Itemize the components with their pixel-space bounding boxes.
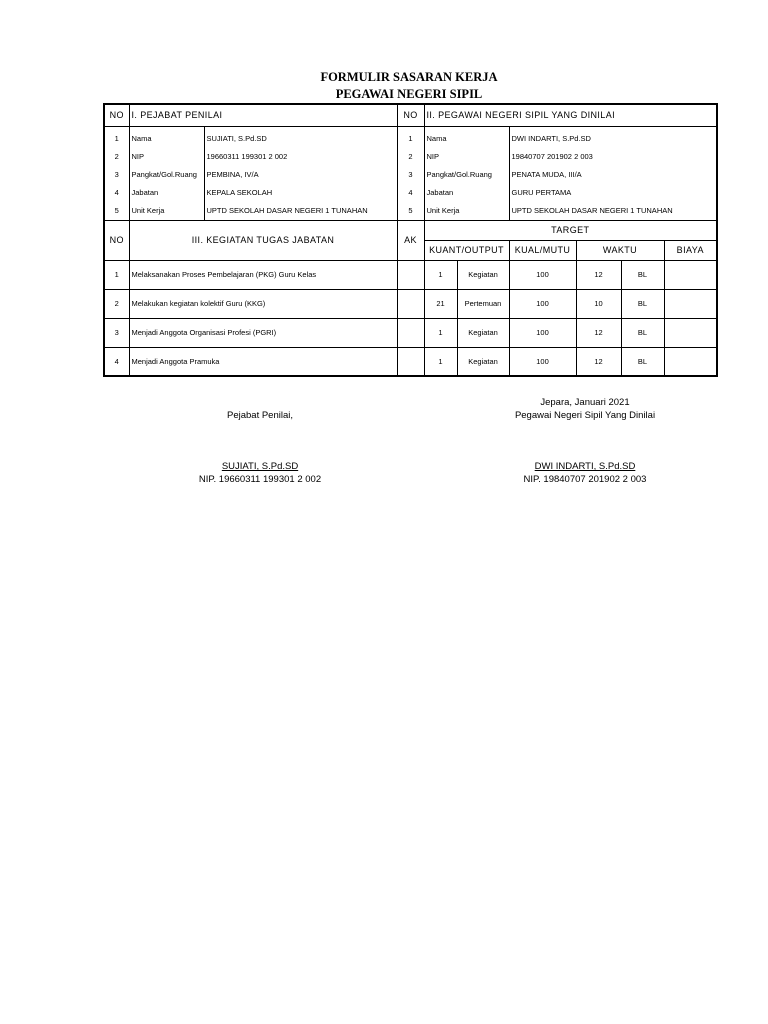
row-number: 1 (397, 126, 424, 148)
kualitas-mutu: 100 (509, 347, 576, 376)
field-value: PENATA MUDA, III/A (509, 166, 717, 184)
identity-rows (104, 126, 717, 220)
activity-row (104, 318, 717, 347)
output-unit: Kegiatan (457, 347, 509, 376)
row-number: 4 (397, 184, 424, 202)
pns-dinilai-header: II. PEGAWAI NEGERI SIPIL YANG DINILAI (424, 104, 717, 126)
waktu-unit: BL (621, 289, 664, 318)
angka-kredit (397, 260, 424, 289)
left-signer-name: SUJIATI, S.Pd.SD (221, 461, 299, 472)
activity-name: Melaksanakan Proses Pembelajaran (PKG) Guru Kelas (129, 260, 397, 289)
identity-row (104, 148, 717, 166)
kualitas-mutu: 100 (509, 289, 576, 318)
kuantitas: 1 (424, 318, 457, 347)
no-header-left: NO (104, 104, 129, 126)
waktu-unit: BL (621, 347, 664, 376)
identity-row (104, 126, 717, 148)
pejabat-penilai-header: I. PEJABAT PENILAI (129, 104, 397, 126)
no-header-activity: NO (104, 220, 129, 260)
identity-section (104, 104, 717, 126)
angka-kredit (397, 289, 424, 318)
identity-row (104, 166, 717, 184)
field-label: Unit Kerja (129, 202, 204, 221)
field-label: Nama (424, 126, 509, 148)
angka-kredit (397, 347, 424, 376)
waktu-unit: BL (621, 318, 664, 347)
form-subtitle: PEGAWAI NEGERI SIPIL (335, 87, 483, 101)
waktu-value: 12 (576, 347, 621, 376)
field-value: UPTD SEKOLAH DASAR NEGERI 1 TUNAHAN (509, 202, 717, 221)
right-signer-role: Pegawai Negeri Sipil Yang Dinilai (514, 410, 656, 421)
field-value: 19660311 199301 2 002 (204, 148, 397, 166)
activity-number: 2 (104, 289, 129, 318)
row-number: 2 (397, 148, 424, 166)
right-signer-name: DWI INDARTI, S.Pd.SD (534, 461, 636, 472)
kual-mutu-header: KUAL/MUTU (509, 240, 576, 260)
row-number: 2 (104, 148, 129, 166)
field-value: UPTD SEKOLAH DASAR NEGERI 1 TUNAHAN (204, 202, 397, 221)
biaya-value (664, 347, 717, 376)
activity-name: Melakukan kegiatan kolektif Guru (KKG) (129, 289, 397, 318)
biaya-header: BIAYA (664, 240, 717, 260)
activity-header-section (104, 220, 717, 260)
angka-kredit (397, 318, 424, 347)
waktu-header: WAKTU (576, 240, 664, 260)
waktu-value: 12 (576, 260, 621, 289)
kualitas-mutu: 100 (509, 260, 576, 289)
place-date: Jepara, Januari 2021 (540, 397, 630, 408)
kuantitas: 1 (424, 260, 457, 289)
no-header-right: NO (397, 104, 424, 126)
right-signer-nip: NIP. 19840707 201902 2 003 (523, 474, 647, 485)
kegiatan-header: III. KEGIATAN TUGAS JABATAN (129, 220, 397, 260)
activity-rows (104, 260, 717, 376)
field-value: DWI INDARTI, S.Pd.SD (509, 126, 717, 148)
left-signer-nip: NIP. 19660311 199301 2 002 (198, 474, 322, 485)
output-unit: Kegiatan (457, 318, 509, 347)
ak-header: AK (397, 220, 424, 260)
field-value: SUJIATI, S.Pd.SD (204, 126, 397, 148)
row-number: 3 (397, 166, 424, 184)
field-label: NIP (129, 148, 204, 166)
kuantitas: 21 (424, 289, 457, 318)
field-value: KEPALA SEKOLAH (204, 184, 397, 202)
activity-row (104, 260, 717, 289)
activity-number: 3 (104, 318, 129, 347)
form-title: FORMULIR SASARAN KERJA (320, 70, 498, 84)
activity-number: 4 (104, 347, 129, 376)
field-label: Unit Kerja (424, 202, 509, 221)
row-number: 4 (104, 184, 129, 202)
identity-header-row (104, 104, 717, 126)
kuantitas: 1 (424, 347, 457, 376)
field-value: GURU PERTAMA (509, 184, 717, 202)
field-label: Jabatan (424, 184, 509, 202)
activity-header-row (104, 220, 717, 240)
activity-name: Menjadi Anggota Organisasi Profesi (PGRI) (129, 318, 397, 347)
kualitas-mutu: 100 (509, 318, 576, 347)
field-value: PEMBINA, IV/A (204, 166, 397, 184)
waktu-unit: BL (621, 260, 664, 289)
row-number: 5 (397, 202, 424, 221)
field-label: Pangkat/Gol.Ruang (424, 166, 509, 184)
field-value: 19840707 201902 2 003 (509, 148, 717, 166)
sasaran-kerja-table (103, 103, 718, 377)
field-label: Jabatan (129, 184, 204, 202)
activity-name: Menjadi Anggota Pramuka (129, 347, 397, 376)
field-label: NIP (424, 148, 509, 166)
activity-row (104, 289, 717, 318)
waktu-value: 12 (576, 318, 621, 347)
identity-row (104, 184, 717, 202)
biaya-value (664, 318, 717, 347)
row-number: 1 (104, 126, 129, 148)
output-unit: Pertemuan (457, 289, 509, 318)
kuant-output-header: KUANT/OUTPUT (424, 240, 509, 260)
field-label: Pangkat/Gol.Ruang (129, 166, 204, 184)
output-unit: Kegiatan (457, 260, 509, 289)
row-number: 5 (104, 202, 129, 221)
identity-row (104, 202, 717, 221)
left-signer-role: Pejabat Penilai, (226, 410, 294, 421)
activity-row (104, 347, 717, 376)
field-label: Nama (129, 126, 204, 148)
biaya-value (664, 289, 717, 318)
row-number: 3 (104, 166, 129, 184)
biaya-value (664, 260, 717, 289)
activity-number: 1 (104, 260, 129, 289)
waktu-value: 10 (576, 289, 621, 318)
target-header: TARGET (424, 220, 717, 240)
